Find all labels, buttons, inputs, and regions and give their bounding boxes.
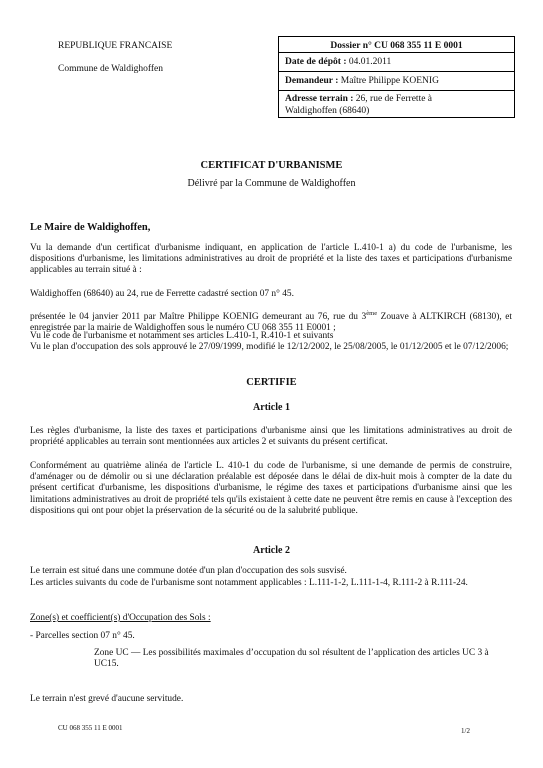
footer-reference: CU 068 355 11 E 0001 xyxy=(58,724,123,732)
document-title: CERTIFICAT D'URBANISME xyxy=(200,160,343,171)
article-2-paragraph-2: Les articles suivants du code de l'urbanisme sont notamment applicables : L.111-1-2, L.111-1-4, R.111-2 à R.111-24. xyxy=(30,578,468,588)
page-number: 1/2 xyxy=(461,727,470,735)
zone-heading: Zone(s) et coefficient(s) d'Occupation des Sols : xyxy=(30,613,211,623)
vu-code: Vu le code de l'urbanisme et notamment ses articles L.410-1, R.410-1 et suivants xyxy=(30,331,334,341)
servitude-line: Le terrain n'est grevé d'aucune servitude. xyxy=(30,694,184,704)
date-depot: Date de dépôt : 04.01.2011 xyxy=(279,53,514,72)
article-1-paragraph-1: Les règles d'urbanisme, la liste des taxes et participations d'urbanisme ainsi que les limitations administratives au droit de propriété applicables au terrain sont mentionnées aux articles 2 et suivants du présent certificat. xyxy=(30,426,512,448)
demandeur: Demandeur : Maître Philippe KOENIG xyxy=(279,72,514,91)
article-2-title: Article 2 xyxy=(253,545,290,556)
terrain-location: Waldighoffen (68640) au 24, rue de Ferrette cadastré section 07 n° 45. xyxy=(30,289,294,299)
vu-plan: Vu le plan d'occupation des sols approuvé le 27/09/1999, modifié le 12/12/2002, le 25/08/2005, le 01/12/2005 et le 07/12/2006; xyxy=(30,342,509,352)
presentee-paragraph: présentée le 04 janvier 2011 par Maître Philippe KOENIG demeurant au 76, rue du 3ème Zouave à ALTKIRCH (68130), et enregistrée par la mairie de Waldighoffen sous le numéro CU 068 355 11 E0001 ; xyxy=(30,310,512,334)
vu-demande: Vu la demande d'un certificat d'urbanisme indiquant, en application de l'article L.410-1 a) du code de l'urbanisme, les dispositions d'urbanisme, les limitations administratives au droit de propriété et la liste des taxes et participations d'urbanisme applicables au terrain situé à : xyxy=(30,243,512,276)
article-1-paragraph-2: Conformément au quatrième alinéa de l'article L. 410-1 du code de l'urbanisme, si une demande de permis de construire, d'aménager ou de démolir ou si une déclaration préalable est déposée dans le délai de dix-huit mois à compter de la date du présent certificat d'urbanisme, les dispositions d'urbanisme, le régime des taxes et participations d'urbanisme ainsi que les limitations administratives au droit de propriété tels qu'ils existaient à cette date ne peuvent être remis en cause à l'exception des dispositions qui ont pour objet la préservation de la sécurité ou de la salubrité publique. xyxy=(30,461,512,516)
certifie-heading: CERTIFIE xyxy=(246,377,297,388)
document-subtitle: Délivré par la Commune de Waldighoffen xyxy=(187,178,356,189)
zone-uc-text: Zone UC — Les possibilités maximales d’occupation du sol résultent de l’application des articles UC 3 à UC15. xyxy=(94,648,489,670)
dossier-number: Dossier n° CU 068 355 11 E 0001 xyxy=(279,37,514,53)
article-2-paragraph-1: Le terrain est situé dans une commune dotée d'un plan d'occupation des sols susvisé. xyxy=(30,566,347,576)
maire-heading: Le Maire de Waldighoffen, xyxy=(30,222,151,233)
parcelles-line: - Parcelles section 07 n° 45. xyxy=(30,631,135,641)
dossier-box xyxy=(278,36,515,118)
adresse-terrain: Adresse terrain : 26, rue de Ferrette à Waldighoffen (68640) xyxy=(285,94,433,116)
article-1-title: Article 1 xyxy=(253,402,290,413)
commune-label: Commune de Waldighoffen xyxy=(58,64,163,74)
republic-label: REPUBLIQUE FRANCAISE xyxy=(58,41,173,51)
